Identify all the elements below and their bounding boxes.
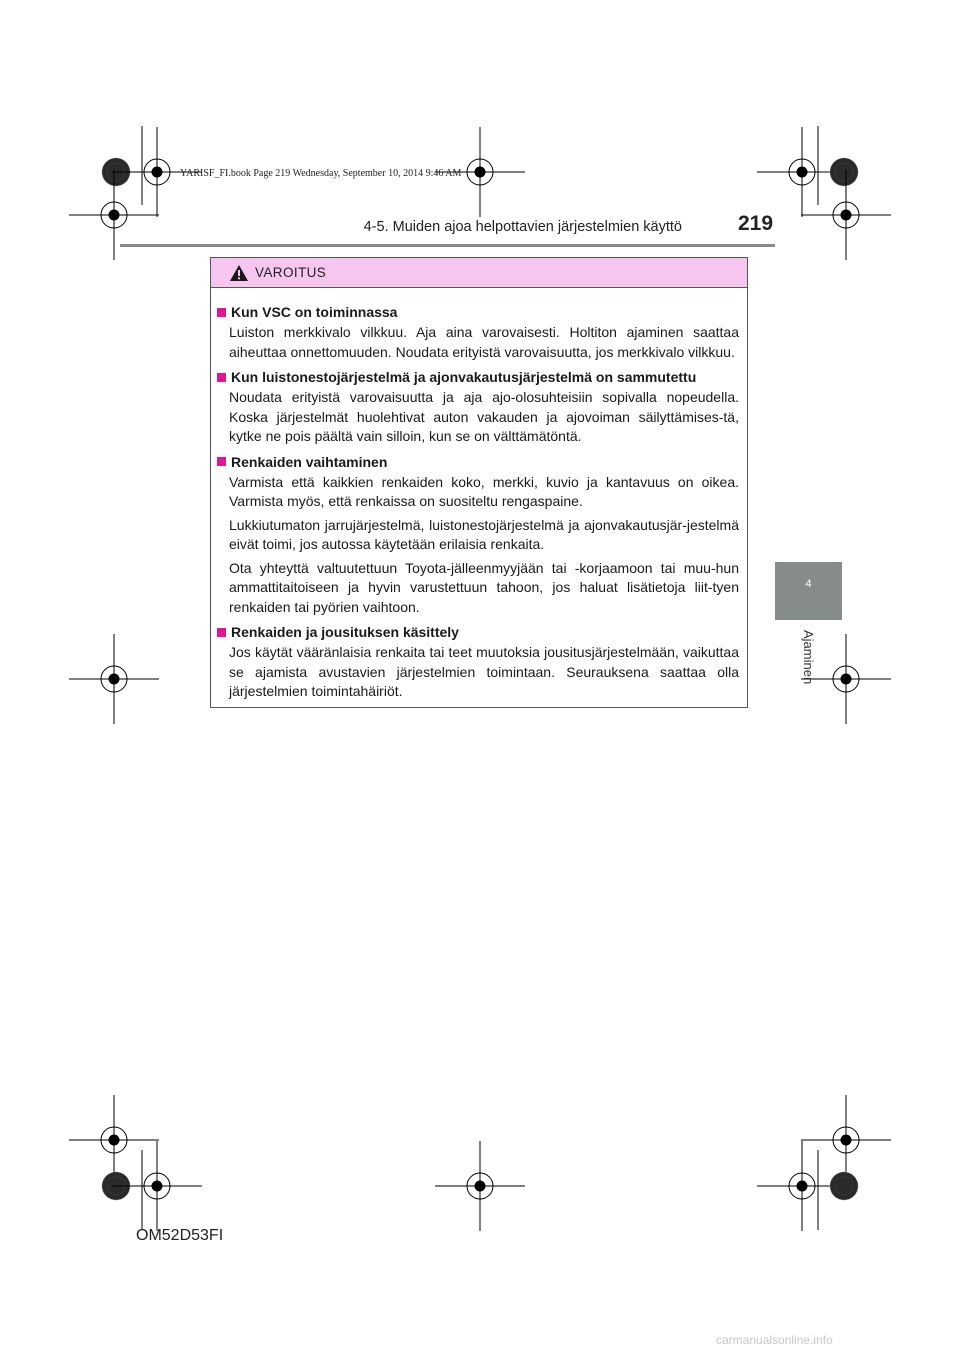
watermark: carmanualsonline.info [716,1333,833,1347]
warning-body [211,288,747,702]
page-number: 219 [738,212,774,235]
item-paragraph: Varmista että kaikkien renkaiden koko, merkki, kuvio ja kantavuus on oikea. Varmista myös, että renkaissa on suositeltu rengaspaine. [229,473,739,509]
header-rule [120,244,775,247]
warning-item [217,366,739,447]
chapter-label: Ajaminen [801,630,816,685]
square-bullet-icon [217,457,226,466]
item-paragraph: Jos käytät vääränlaisia renkaita tai teet muutoksia jousitusjärjestelmään, vaikuttaa se ajamista avustavien järjestelmien toimintaan. Seurauksena saattaa olla järjestelmien toimintahäiriöt. [229,644,739,699]
warning-header [211,258,747,288]
item-paragraph: Luiston merkkivalo vilkkuu. Aja aina varovaisesti. Holtiton ajaminen saattaa aiheuttaa onnettomuuden. Noudata erityistä varovaisuutta, jos merkkivalo vilkkuu. [229,324,739,360]
square-bullet-icon [217,308,226,317]
section-title: 4-5. Muiden ajoa helpottavien järjestelmien käyttö [363,219,682,235]
item-heading: Kun VSC on toiminnassa [217,301,739,323]
item-paragraph: Ota yhteyttä valtuutettuun Toyota-jälleenmyyjään tai -korjaamoon tai muu-hun ammattitaitoiseen ja hyvin varustettuun tahoon, jos haluat lisätietoja liit-tyen renkaiden tai pyörien vaihtoon. [229,559,739,615]
item-heading: Renkaiden ja jousituksen käsittely [217,621,739,643]
warning-item [217,301,739,362]
item-heading: Kun luistonestojärjestelmä ja ajonvakautusjärjestelmä on sammutettu [217,366,739,388]
book-file-info: YARISF_FI.book Page 219 Wednesday, September 10, 2014 9:46 AM [180,168,462,179]
chapter-tab [775,562,842,620]
warning-item [217,451,739,618]
warning-title: VAROITUS [255,265,327,280]
item-heading: Renkaiden vaihtaminen [217,451,739,473]
warning-item [217,621,739,702]
warning-box [210,257,748,708]
square-bullet-icon [217,628,226,637]
item-paragraph: Lukkiutumaton jarrujärjestelmä, luistonestojärjestelmä ja ajonvakautusjär-jestelmä eivät toimi, jos autossa käytetään erilaisia renkaita. [229,516,739,552]
document-code: OM52D53FI [136,1227,224,1244]
item-paragraph: Noudata erityistä varovaisuutta ja aja ajo-olosuhteisiin sopivalla nopeudella. Koska järjestelmät huolehtivat auton vakauden ja ajovoiman säilyttämises-tä, kytke ne pois päältä vain silloin, kun se on välttämätöntä. [229,389,739,444]
chapter-number: 4 [805,578,812,590]
warning-triangle-icon [229,264,249,282]
square-bullet-icon [217,373,226,382]
